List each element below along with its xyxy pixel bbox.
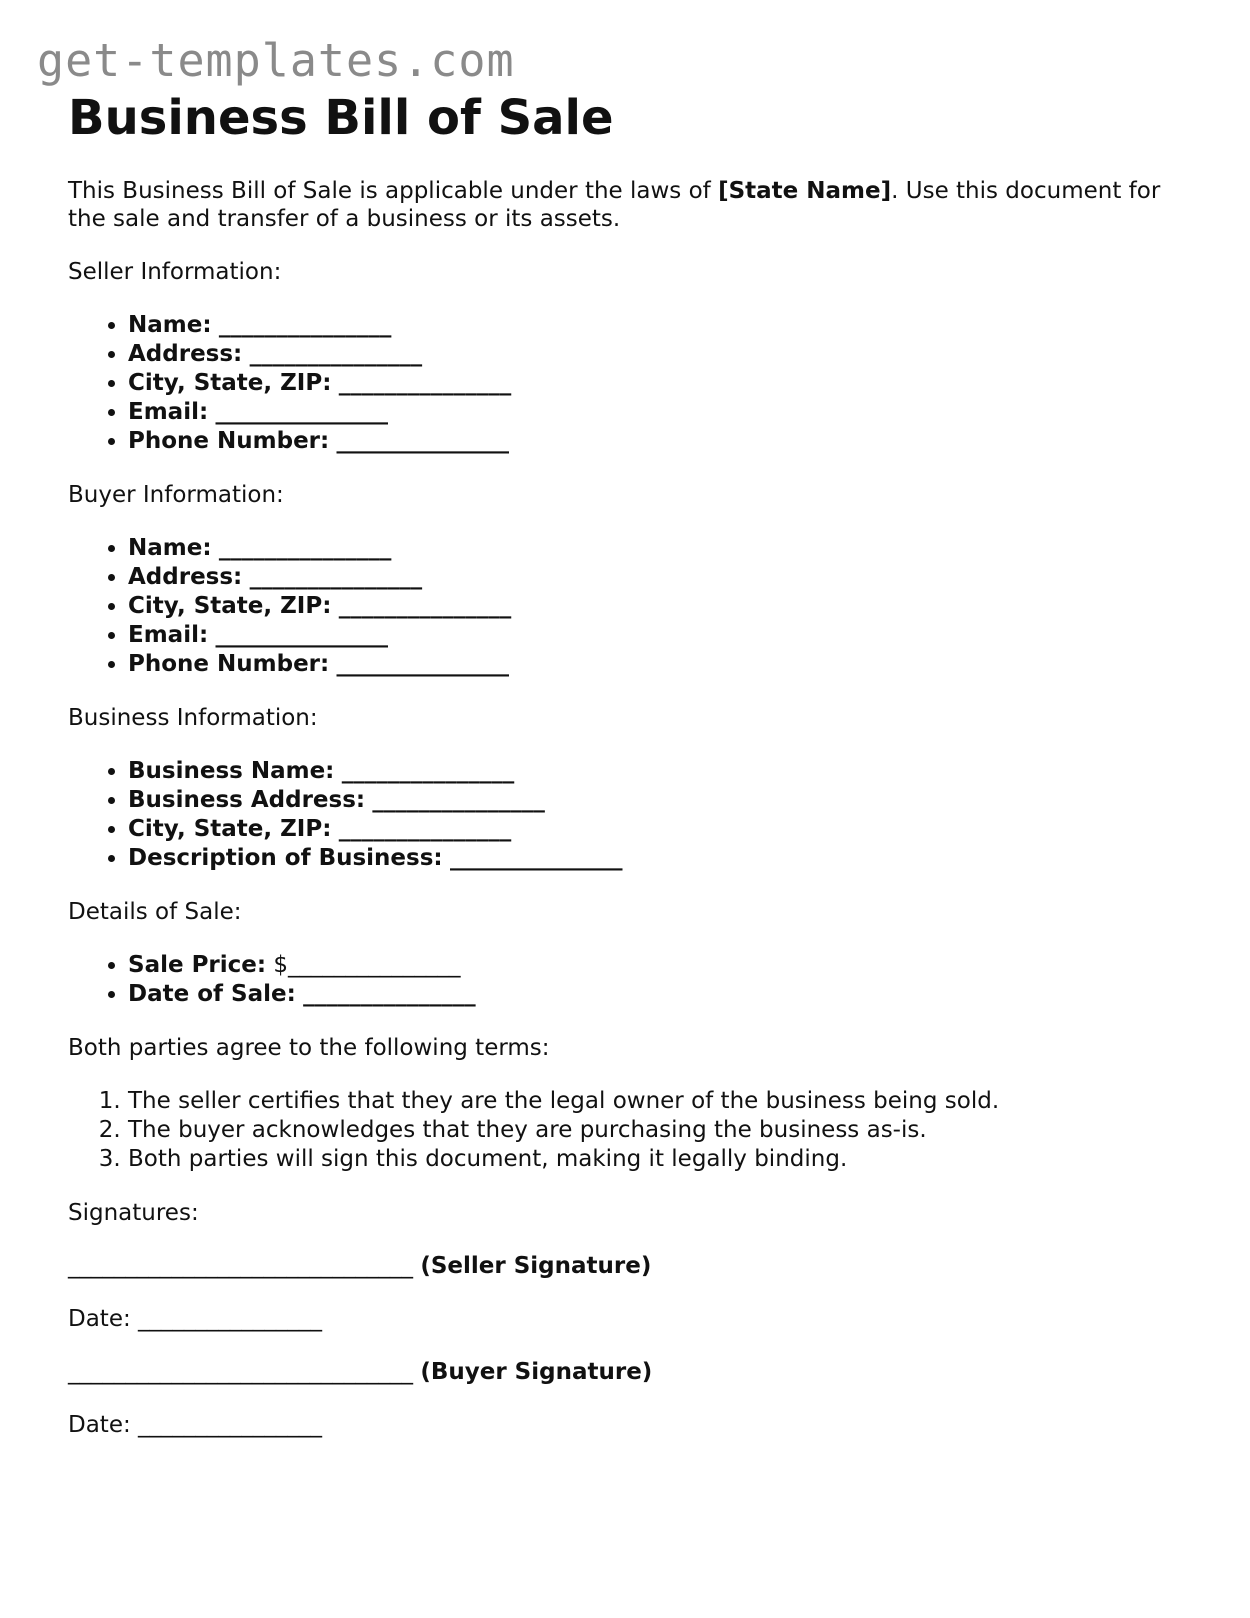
seller-address-field bbox=[128, 340, 1188, 369]
sale-price-field bbox=[128, 951, 1188, 980]
field-blank[interactable]: _______________ bbox=[215, 622, 388, 648]
business-field-list bbox=[68, 757, 1188, 873]
buyer-address-field bbox=[128, 563, 1188, 592]
term-item: 2. The buyer acknowledges that they are purchasing the business as-is. bbox=[128, 1116, 1188, 1145]
buyer-phone-field bbox=[128, 650, 1188, 679]
signatures-section-heading: Signatures: bbox=[68, 1200, 199, 1226]
field-label: City, State, ZIP: bbox=[128, 370, 332, 396]
term-item: 1. The seller certifies that they are the legal owner of the business being sold. bbox=[128, 1087, 1188, 1116]
field-blank[interactable]: $_______________ bbox=[273, 952, 461, 978]
intro-paragraph bbox=[68, 177, 1188, 233]
seller-city-state-zip-field bbox=[128, 369, 1188, 398]
seller-date-row bbox=[68, 1305, 1188, 1333]
field-blank[interactable]: _______________ bbox=[249, 564, 423, 590]
buyer-email-field bbox=[128, 621, 1188, 650]
buyer-field-list bbox=[68, 534, 1188, 679]
field-label: Email: bbox=[128, 622, 209, 648]
seller-date-blank[interactable]: ________________ bbox=[138, 1306, 323, 1332]
intro-text-after: . Use this document for the sale and transfer of a business or its assets. bbox=[68, 178, 1161, 232]
seller-signature-blank[interactable]: ______________________________ bbox=[68, 1253, 413, 1279]
seller-email-field bbox=[128, 398, 1188, 427]
term-item: 3. Both parties will sign this document, making it legally binding. bbox=[128, 1145, 1188, 1174]
field-label: Phone Number: bbox=[128, 428, 330, 454]
field-label: Address: bbox=[128, 341, 243, 367]
field-blank[interactable]: _______________ bbox=[449, 845, 623, 871]
seller-signature-row bbox=[68, 1252, 1188, 1280]
seller-section-heading: Seller Information: bbox=[68, 259, 282, 285]
sale-date-field bbox=[128, 980, 1188, 1009]
buyer-signature-blank[interactable]: ______________________________ bbox=[68, 1359, 413, 1385]
buyer-city-state-zip-field bbox=[128, 592, 1188, 621]
field-blank[interactable]: _______________ bbox=[303, 981, 476, 1007]
document-title: Business Bill of Sale bbox=[68, 90, 614, 146]
field-label: Name: bbox=[128, 535, 212, 561]
buyer-date-blank[interactable]: ________________ bbox=[138, 1412, 323, 1438]
field-blank[interactable]: _______________ bbox=[215, 399, 388, 425]
business-address-field bbox=[128, 786, 1188, 815]
sale-field-list bbox=[68, 951, 1188, 1009]
buyer-date-row bbox=[68, 1411, 1188, 1439]
date-label: Date: bbox=[68, 1306, 131, 1332]
sale-section-heading: Details of Sale: bbox=[68, 899, 242, 925]
business-description-field bbox=[128, 844, 1188, 873]
document-page bbox=[68, 88, 1188, 1439]
field-label: Business Address: bbox=[128, 787, 366, 813]
seller-name-field bbox=[128, 311, 1188, 340]
terms-list bbox=[68, 1087, 1188, 1174]
field-label: Description of Business: bbox=[128, 845, 443, 871]
date-label: Date: bbox=[68, 1412, 131, 1438]
field-label: City, State, ZIP: bbox=[128, 593, 332, 619]
intro-text-before: This Business Bill of Sale is applicable under the laws of bbox=[68, 178, 719, 204]
state-name-placeholder: [State Name] bbox=[718, 178, 892, 204]
field-label: Name: bbox=[128, 312, 212, 338]
field-label: Sale Price: bbox=[128, 952, 267, 978]
field-blank[interactable]: _______________ bbox=[338, 593, 512, 619]
field-blank[interactable]: _______________ bbox=[341, 758, 515, 784]
business-name-field bbox=[128, 757, 1188, 786]
business-section-heading: Business Information: bbox=[68, 705, 318, 731]
field-label: Email: bbox=[128, 399, 209, 425]
field-blank[interactable]: _______________ bbox=[218, 535, 392, 561]
field-blank[interactable]: _______________ bbox=[338, 370, 512, 396]
field-label: Address: bbox=[128, 564, 243, 590]
seller-phone-field bbox=[128, 427, 1188, 456]
field-label: Business Name: bbox=[128, 758, 335, 784]
field-blank[interactable]: _______________ bbox=[249, 341, 423, 367]
field-label: Phone Number: bbox=[128, 651, 330, 677]
buyer-section-heading: Buyer Information: bbox=[68, 482, 284, 508]
business-city-state-zip-field bbox=[128, 815, 1188, 844]
field-label: Date of Sale: bbox=[128, 981, 296, 1007]
field-blank[interactable]: _______________ bbox=[336, 651, 510, 677]
field-blank[interactable]: _______________ bbox=[336, 428, 510, 454]
field-label: City, State, ZIP: bbox=[128, 816, 332, 842]
buyer-signature-label: (Buyer Signature) bbox=[420, 1359, 653, 1385]
seller-signature-label: (Seller Signature) bbox=[420, 1253, 652, 1279]
seller-field-list bbox=[68, 311, 1188, 456]
field-blank[interactable]: _______________ bbox=[338, 816, 512, 842]
buyer-name-field bbox=[128, 534, 1188, 563]
watermark: get-templates.com bbox=[37, 34, 515, 87]
terms-section-heading: Both parties agree to the following terms: bbox=[68, 1035, 550, 1061]
field-blank[interactable]: _______________ bbox=[372, 787, 545, 813]
field-blank[interactable]: _______________ bbox=[218, 312, 392, 338]
buyer-signature-row bbox=[68, 1358, 1188, 1386]
